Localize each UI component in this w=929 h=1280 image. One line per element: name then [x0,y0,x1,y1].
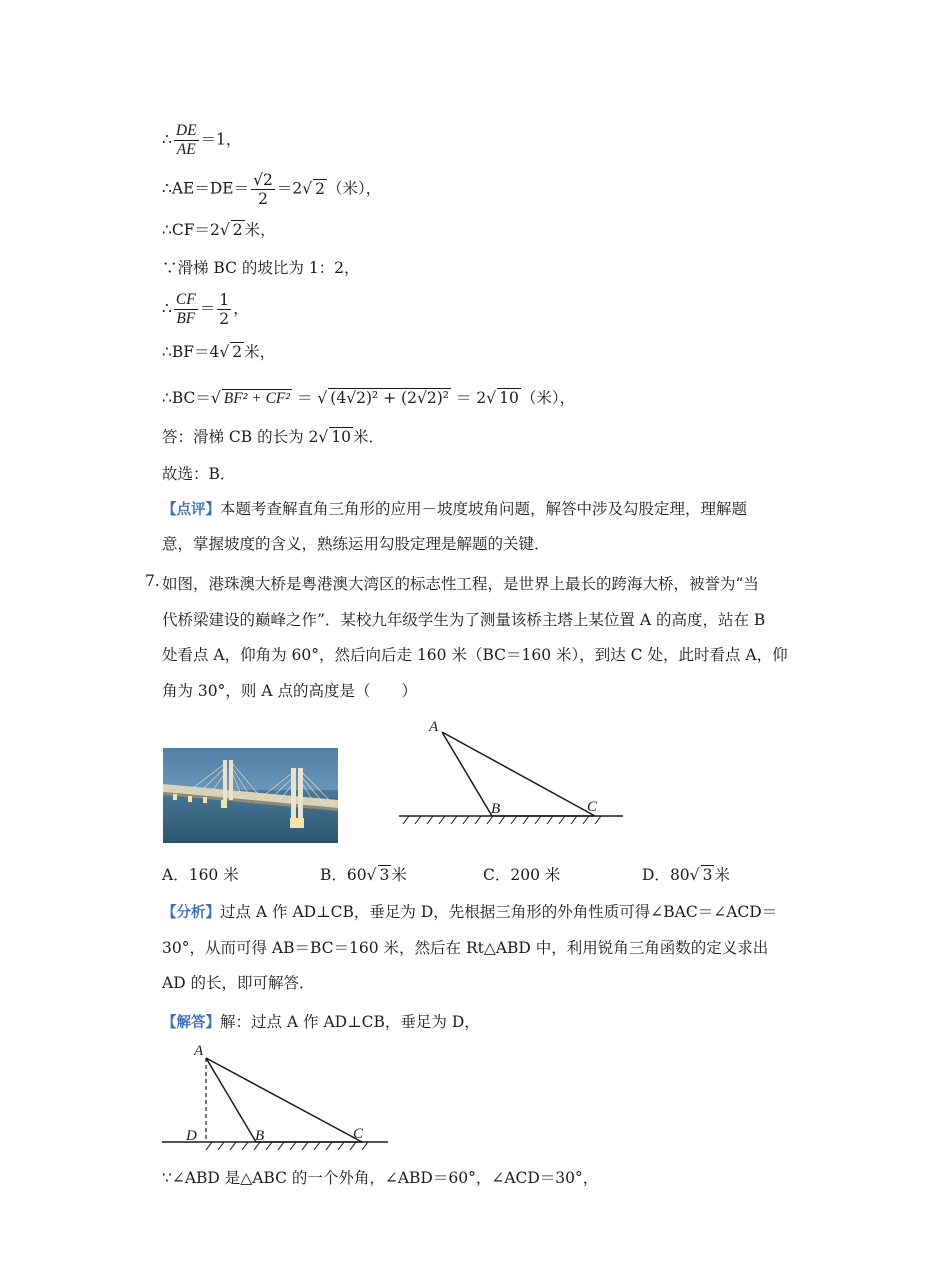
question-line-3: 处看点 A，仰角为 60°，然后向后走 160 米（BC＝160 米），到达 C 处，此时看点 A，仰 [162,646,788,664]
question-line-4: 角为 30°，则 A 点的高度是（ ） [162,682,417,700]
triangle-abc [442,732,595,816]
option-b[interactable]: B．60√ 3 米 [320,866,407,884]
question-number: 7. [145,572,160,590]
analysis-line-2: 30°，从而可得 AB＝BC＝160 米，然后在 Rt△ABD 中，利用锐角三角函数的定义求出 [162,939,769,957]
triangle-figure-2 [160,1038,395,1158]
solution-line-5: ∴ $\frac{CF}{BF}$ ＝ $\frac{1}{2}$ ， [162,291,249,328]
label-a: A [429,719,439,735]
label-c: C [353,1126,364,1142]
comment-tag: 【点评】 [162,502,220,518]
question-line-2: 代桥梁建设的巅峰之作”．某校九年级学生为了测量该桥主塔上某位置 A 的高度，站在 B [162,611,766,629]
fraction: $\frac{√2}{2}$ [253,171,273,208]
solution-line-9: 故选：B． [162,465,236,483]
triangle-figure-1 [395,712,630,832]
answer-tag: 【解答】 [162,1015,220,1031]
solution-line-4: ∵滑梯 BC 的坡比为 1：2， [162,259,360,277]
answer-line-1: 【解答】解：过点 A 作 AD⊥CB，垂足为 D， [162,1013,480,1031]
label-c: C [587,799,598,815]
analysis-line-1: 【分析】过点 A 作 AD⊥CB，垂足为 D，先根据三角形的外角性质可得∠BAC＝∠ACD＝ [162,903,778,921]
solution-line-8: 答：滑梯 CB 的长为 2√ 10 米． [162,428,385,446]
option-d[interactable]: D．80√ 3 米 [642,866,730,884]
comment-line-1: 【点评】本题考查解直角三角形的应用－坡度坡角问题，解答中涉及勾股定理，理解题 [162,500,748,518]
fraction: $\frac{CF}{BF}$ [175,291,196,327]
solution-line-2: ∴AE＝DE＝ $\frac{√2}{2}$ ＝2√ 2 （米）， [162,171,382,208]
answer-line-2: ∵∠ABD 是△ABC 的一个外角，∠ABD＝60°，∠ACD＝30°， [162,1169,599,1187]
option-a[interactable]: A．160 米 [162,866,239,884]
triangle-abc [206,1058,362,1142]
solution-line-6: ∴BF＝4√ 2 米， [162,343,276,361]
option-c[interactable]: C．200 米 [483,866,561,884]
analysis-line-3: AD 的长，即可解答． [162,974,315,992]
ground-hatching [403,816,601,824]
question-line-1: 如图，港珠澳大桥是粤港澳大湾区的标志性工程，是世界上最长的跨海大桥，被誉为“当 [162,575,759,593]
label-a: A [194,1043,204,1059]
fraction: $\frac{DE}{AE}$ [175,122,197,158]
label-b: B [255,1128,265,1144]
solution-line-3: ∴CF＝2√ 2 米， [162,221,276,239]
fraction: $\frac{1}{2}$ [219,291,230,328]
solution-line-7: ∴BC＝√ BF² + CF² ＝ √ (4√2)² + (2√2)² ＝ 2√ 10 （米）， [162,389,576,407]
label-b: B [491,801,501,817]
analysis-tag: 【分析】 [162,905,220,921]
bridge-photo [163,748,338,843]
solution-line-1: ∴ $\frac{DE}{AE}$ ＝1， [162,122,242,158]
comment-line-2: 意，掌握坡度的含义，熟练运用勾股定理是解题的关键． [162,535,550,553]
label-d: D [186,1128,197,1144]
bridge-image [163,748,338,843]
ground-hatching [206,1142,368,1150]
